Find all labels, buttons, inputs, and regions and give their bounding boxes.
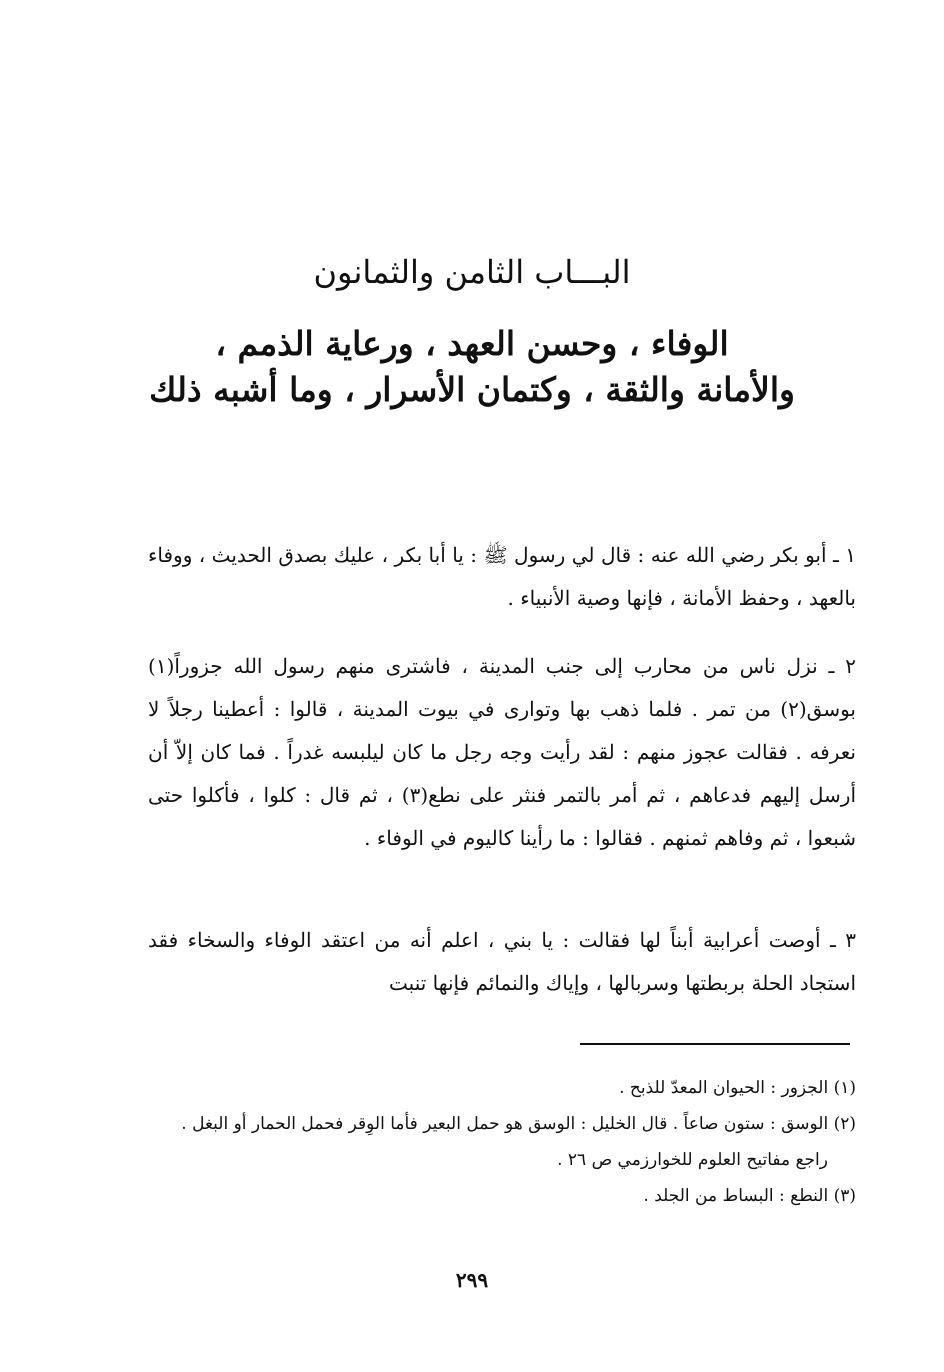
footnote-3: (٣) النطع : البساط من الجلد . bbox=[643, 1186, 856, 1206]
footnotes bbox=[148, 1070, 856, 1214]
paragraph-1 bbox=[148, 534, 856, 620]
paragraph-2-text: ٢ ـ نزل ناس من محارب إلى جنب المدينة ، فاشترى منهم رسول الله جزوراً(١) بوسق(٢) من تمر . فلما ذهب بها وتوارى في بيوت المدينة ، قالوا : أعطينا رجلاً لا نعرفه . فقالت عجوز منهم : لقد رأيت وجه رجل ما كان ليلبسه غدراً . فما كان إلاّ أن أرسل إليهم فدعاهم ، ثم أمر بالتمر فنثر على نطع(٣) ، ثم قال : كلوا ، فأكلوا حتى شبعوا ، ثم وفاهم ثمنهم . فقالوا : ما رأينا كاليوم في الوفاء . bbox=[148, 654, 856, 850]
footnote-2: (٢) الوسق : ستون صاعاً . قال الخليل : الوسق هو حمل البعير فأما الوِقر فحمل الحمار أو البغل . bbox=[181, 1114, 856, 1134]
paragraph-3 bbox=[148, 919, 856, 1005]
page-number: ٢٩٩ bbox=[455, 1268, 489, 1292]
paragraph-1-text: ١ ـ أبو بكر رضي الله عنه : قال لي رسول ﷺ : يا أبا بكر ، عليك بصدق الحديث ، ووفاء بالعهد ، وحفظ الأمانة ، فإنها وصية الأنبياء . bbox=[148, 543, 856, 610]
footnote-1: (١) الجزور : الحيوان المعدّ للذبح . bbox=[619, 1078, 856, 1098]
chapter-label: البـــاب الثامن والثمانون bbox=[313, 253, 631, 291]
chapter-title-line-2: والأمانة والثقة ، وكتمان الأسرار ، وما أشبه ذلك bbox=[149, 370, 795, 409]
paragraph-2 bbox=[148, 645, 856, 860]
chapter-title-line-1: الوفاء ، وحسن العهد ، ورعاية الذمم ، bbox=[215, 324, 729, 363]
footnote-2-reference: راجع مفاتيح العلوم للخوارزمي ص ٢٦ . bbox=[557, 1150, 828, 1170]
paragraph-3-text: ٣ ـ أوصت أعرابية أبناً لها فقالت : يا بني ، اعلم أنه من اعتقد الوفاء والسخاء فقد استجاد الحلة بربطتها وسربالها ، وإياك والنمائم فإنها تنبت bbox=[148, 928, 856, 995]
footnote-divider bbox=[580, 1043, 850, 1045]
